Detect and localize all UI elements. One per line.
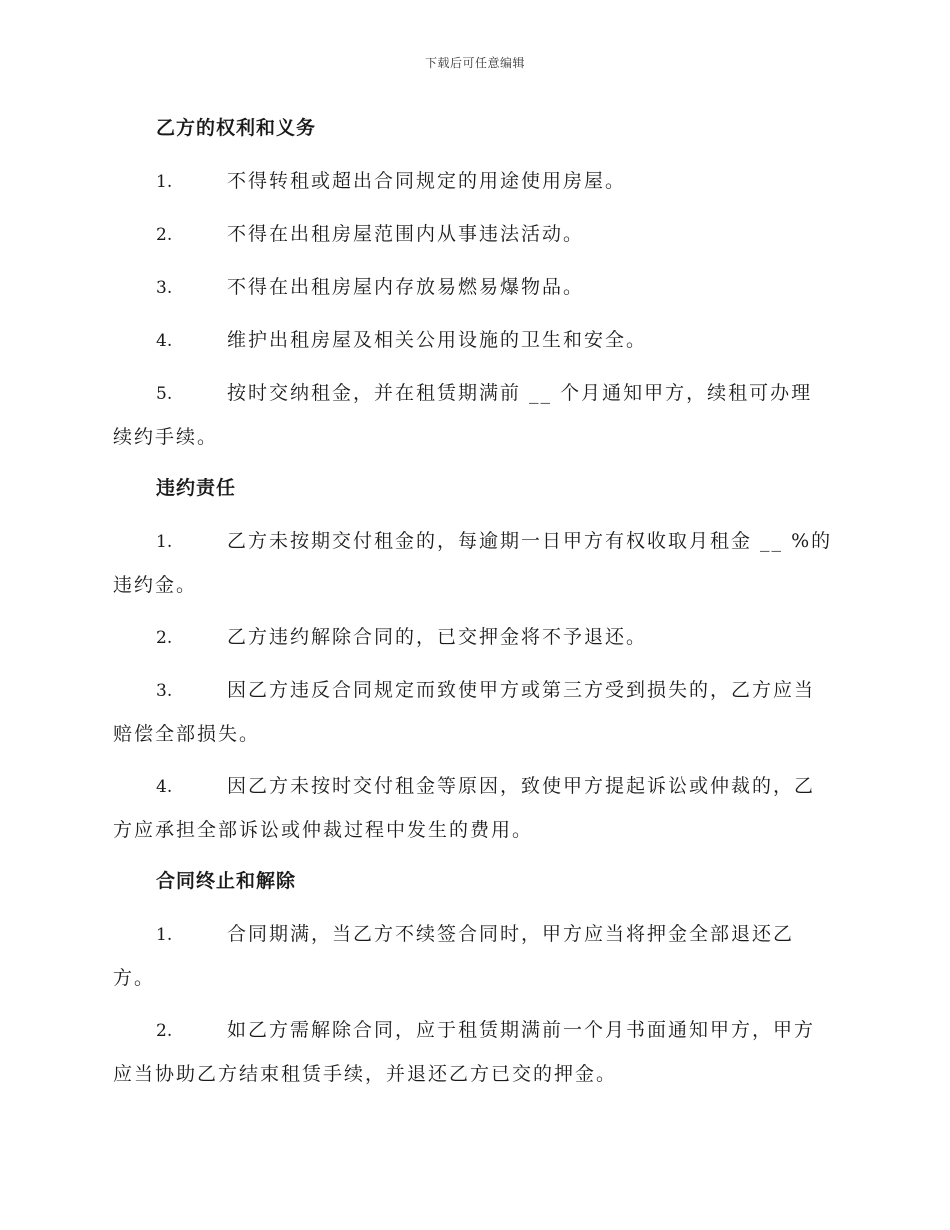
list-item <box>113 669 833 756</box>
page-header-note: 下载后可任意编辑 <box>424 56 525 70</box>
section-heading: 合同终止和解除 <box>156 870 297 892</box>
list-item <box>113 160 833 204</box>
item-text: 因乙方违反合同规定而致使甲方或第三方受到损失的，乙方应当赔偿全部损失。 <box>113 679 816 745</box>
item-number: 5. <box>156 384 173 404</box>
item-number: 3. <box>156 681 173 701</box>
item-text: 按时交纳租金，并在租赁期满前 __ 个月通知甲方，续租可办理续约手续。 <box>113 382 813 448</box>
item-number: 1. <box>156 172 173 192</box>
list-item <box>113 319 833 363</box>
item-number: 1. <box>156 925 173 945</box>
section-rights-obligations <box>113 108 833 459</box>
document-body <box>113 108 833 1105</box>
list-item <box>113 1009 833 1096</box>
list-item <box>113 765 833 852</box>
item-number: 2. <box>156 225 173 245</box>
item-number: 4. <box>156 331 173 351</box>
list-item <box>113 213 833 257</box>
section-termination <box>113 861 833 1096</box>
item-number: 3. <box>156 278 173 298</box>
item-text: 不得在出租房屋范围内从事违法活动。 <box>227 223 585 245</box>
item-number: 4. <box>156 777 173 797</box>
item-text: 不得在出租房屋内存放易燃易爆物品。 <box>227 276 585 298</box>
list-item <box>113 266 833 310</box>
item-text: 如乙方需解除合同，应于租赁期满前一个月书面通知甲方，甲方应当协助乙方结束租赁手续，并退还乙方已交的押金。 <box>113 1019 816 1085</box>
section-heading: 乙方的权利和义务 <box>156 117 317 139</box>
list-item <box>113 913 833 1000</box>
list-item <box>113 372 833 459</box>
list-item <box>113 520 833 607</box>
item-text: 不得转租或超出合同规定的用途使用房屋。 <box>227 170 627 192</box>
list-item <box>113 616 833 660</box>
item-number: 1. <box>156 532 173 552</box>
item-number: 2. <box>156 628 173 648</box>
item-number: 2. <box>156 1021 173 1041</box>
item-text: 乙方违约解除合同的，已交押金将不予退还。 <box>227 626 648 648</box>
item-text: 维护出租房屋及相关公用设施的卫生和安全。 <box>227 329 648 351</box>
section-heading: 违约责任 <box>156 477 237 499</box>
section-breach-liability <box>113 468 833 852</box>
item-text: 合同期满，当乙方不续签合同时，甲方应当将押金全部退还乙方。 <box>113 923 795 989</box>
item-text: 乙方未按期交付租金的，每逾期一日甲方有权收取月租金 __ %的违约金。 <box>113 530 833 596</box>
item-text: 因乙方未按时交付租金等原因，致使甲方提起诉讼或仲裁的，乙方应承担全部诉讼或仲裁过程中发生的费用。 <box>113 775 816 841</box>
